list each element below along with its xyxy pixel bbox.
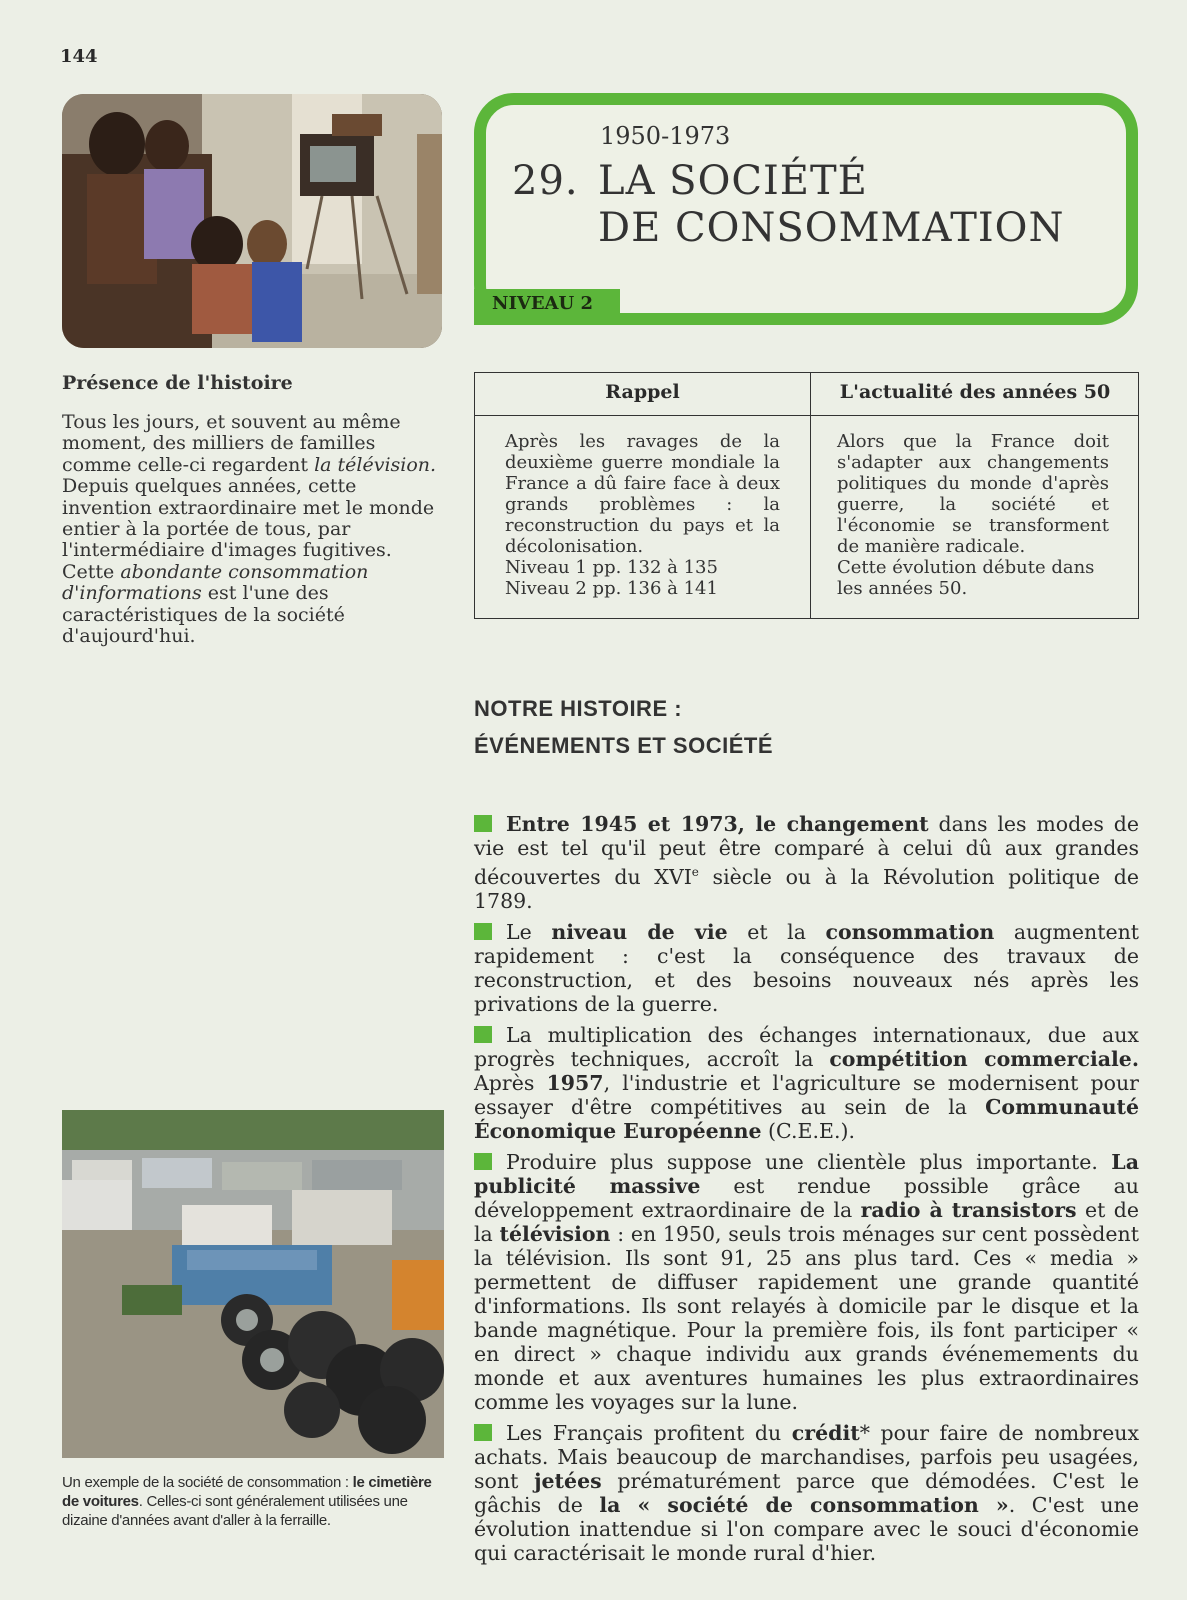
niveau-badge: NIVEAU 2 (474, 289, 620, 325)
side-title: Présence de l'histoire (62, 372, 293, 394)
chapter-number: 29. (512, 158, 579, 204)
actualite-line: Alors que la France doit s'adapter aux changements politiques du monde d'après guerre, la société et l'économie se transforment de manière radicale. (837, 431, 1109, 557)
rappel-line: Niveau 2 pp. 136 à 141 (505, 578, 718, 599)
green-square-icon (474, 923, 492, 940)
page-number: 144 (60, 46, 98, 67)
car-cemetery-photo (62, 1110, 444, 1458)
photo-caption: Un exemple de la société de consommation : le cimetière de voitures. Celles-ci sont généralement utilisées une dizaine d'années avant d'aller à la ferraille. (62, 1474, 432, 1529)
paragraph: Entre 1945 et 1973, le changement dans les modes de vie est tel qu'il peut être comparé à celui dû aux grandes découvertes du XVIe siècle ou à la Révolution politique de 1789. (474, 812, 1139, 913)
family-watching-tv-photo (62, 94, 442, 348)
paragraph: Le niveau de vie et la consommation augmentent rapidement : c'est la conséquence des travaux de reconstruction, et des besoins nouveaux nés après les privations de la guerre. (474, 919, 1140, 1016)
chapter-period: 1950-1973 (600, 122, 731, 150)
chapter-title-line1: LA SOCIÉTÉ (598, 158, 868, 204)
paragraph: Produire plus suppose une clientèle plus importante. La publicité massive est rendue possible grâce au développement extraordinaire de la radio à transistors et de la télévision : en 1950, seuls trois ménages sur cent possèdent la télévision. Ils sont 91, 25 ans plus tard. Ces « media » permettent de diffuser rapidement une grande quantité d'informations. Ils sont relayés à domicile par le disque et la bande magnétique. Pour la première fois, ils font participer « en direct » chaque individu aux grands événemements du monde et aux aventures humaines les plus extraordinaires comme les voyages sur la lune. (474, 1149, 1139, 1414)
actualite-line: Cette évolution débute dans les années 50. (837, 557, 1095, 599)
side-text-1-italic: la télévision. (314, 453, 437, 476)
section-heading-line2: ÉVÉNEMENTS ET SOCIÉTÉ (474, 733, 773, 758)
side-text-1: Tous les jours, et souvent au même moment, des milliers de familles comme celle-ci regardent (62, 411, 401, 476)
side-text-2: Depuis quelques années, cette invention extraordinaire met le monde entier à la portée de tous, par l'intermédiaire d'images fugitives. Cette (62, 475, 435, 583)
table-cell-rappel (505, 431, 780, 599)
rappel-line: Après les ravages de la deuxième guerre mondiale la France a dû faire face à deux grands problèmes : la reconstruction du pays et la décolonisation. (505, 431, 780, 557)
side-text-3: est l'une des caractéristiques de la société d'aujourd'hui. (62, 582, 345, 648)
green-square-icon (474, 1026, 492, 1043)
side-text (62, 412, 450, 647)
rappel-table (474, 372, 1139, 619)
green-square-icon (474, 1153, 492, 1170)
green-square-icon (474, 1424, 492, 1441)
section-heading (474, 690, 773, 764)
body-text (474, 812, 1139, 1572)
table-cell-actualite (837, 431, 1109, 599)
chapter-title-line2: DE CONSOMMATION (598, 205, 1065, 251)
table-header-actualite: L'actualité des années 50 (839, 381, 1111, 403)
table-header-rappel: Rappel (605, 381, 680, 403)
rappel-line: Niveau 1 pp. 132 à 135 (505, 557, 718, 578)
side-text-2-italic: abondante consommation d'informations (62, 560, 369, 605)
paragraph: La multiplication des échanges internationaux, due aux progrès techniques, accroît la compétition commerciale. Après 1957, l'industrie et l'agriculture se modernisent pour essayer d'être compétitives au sein de la Communauté Économique Européenne (C.E.E.). (474, 1022, 1139, 1143)
green-square-icon (474, 815, 492, 832)
section-heading-line1: NOTRE HISTOIRE : (474, 696, 683, 721)
paragraph: Les Français profitent du crédit* pour faire de nombreux achats. Mais beaucoup de marchandises, parfois peu usagées, sont jetées prématurément parce que démodées. C'est le gâchis de la « société de consommation ». C'est une évolution inattendue si l'on compare avec le souci d'économie qui caractérisait le monde rural d'hier. (474, 1420, 1140, 1565)
